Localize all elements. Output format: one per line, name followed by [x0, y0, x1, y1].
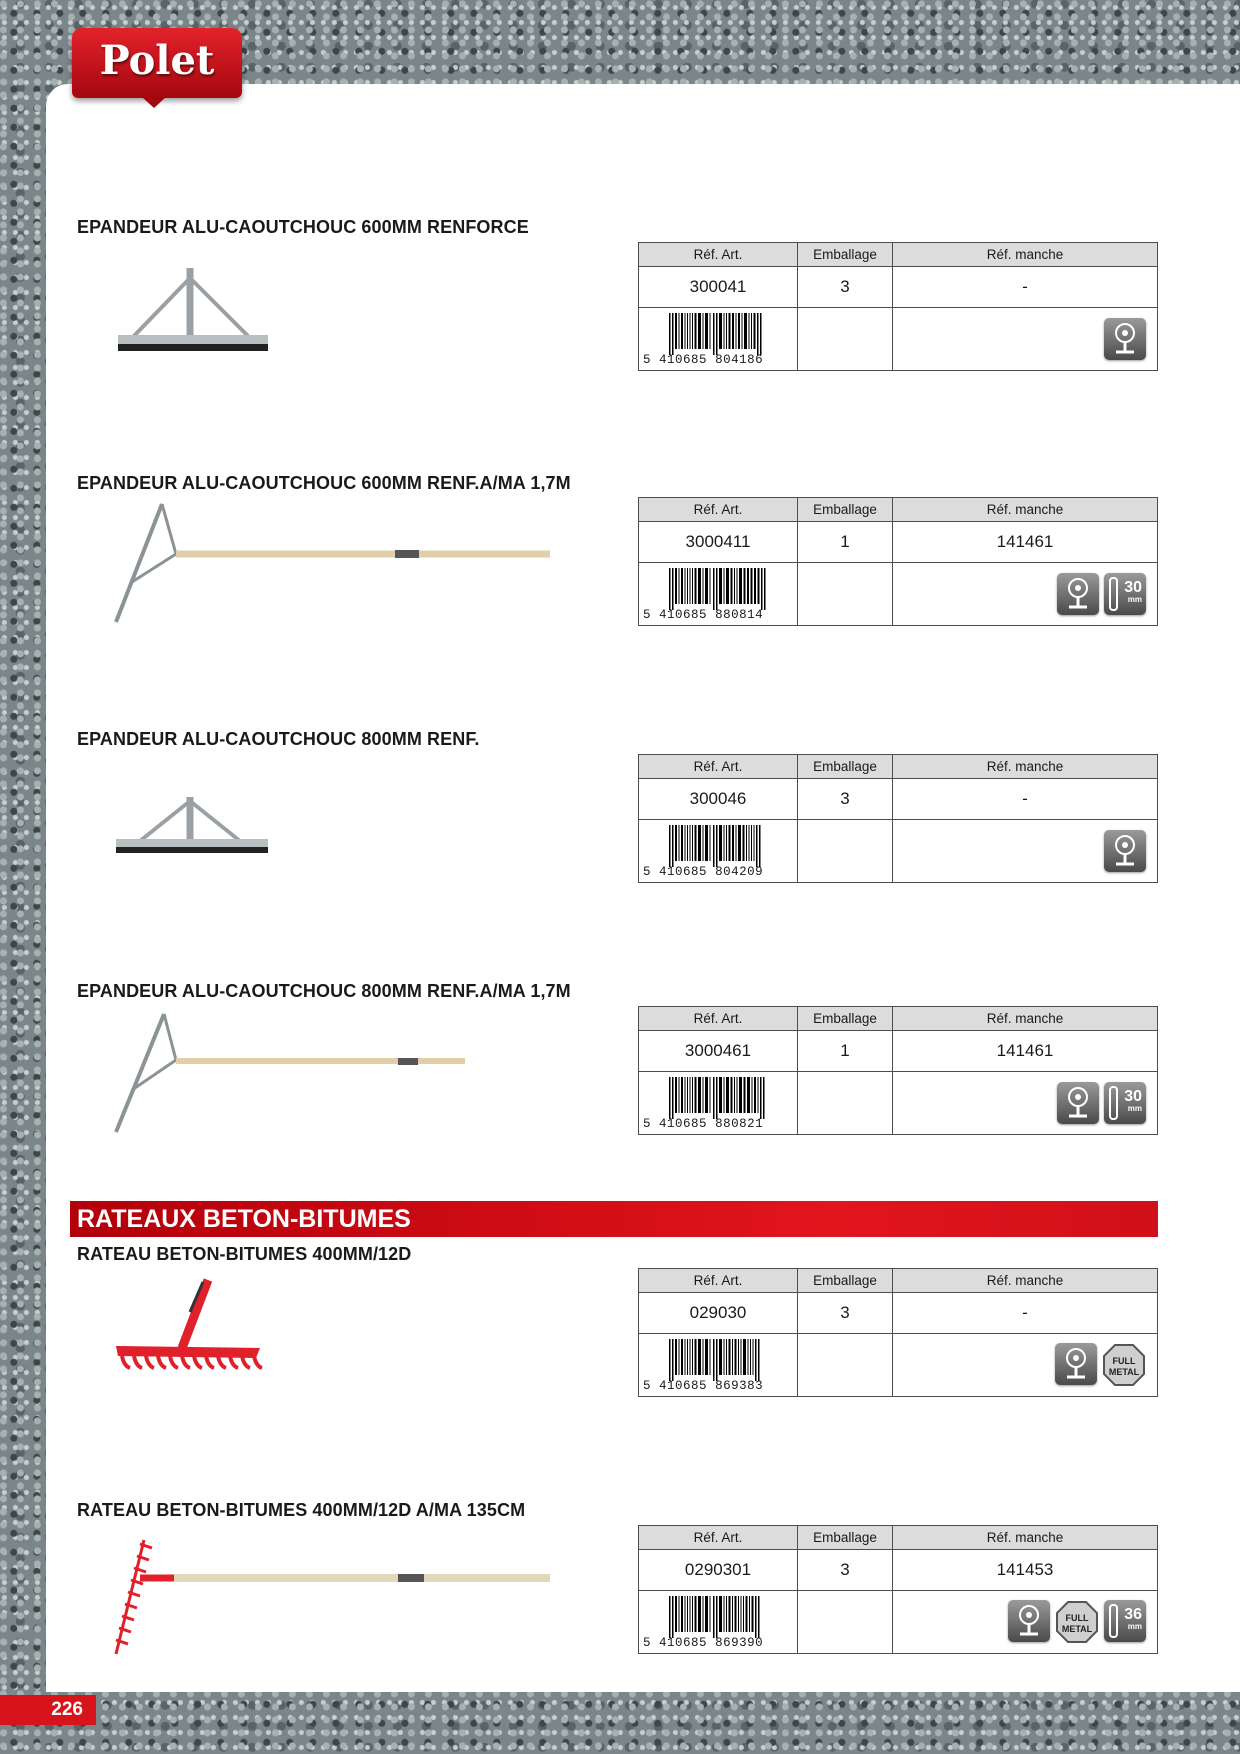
ref-manche-header: Réf. manche: [893, 755, 1158, 779]
squeegee-image: [110, 765, 560, 895]
ref-manche-value: 141453: [893, 1550, 1158, 1591]
product-spec-table: [638, 754, 1158, 883]
ref-manche-value: -: [893, 267, 1158, 308]
ref-manche-header: Réf. manche: [893, 243, 1158, 267]
product-title: RATEAU BETON-BITUMES 400MM/12D: [77, 1244, 412, 1264]
handle-diameter-value: 30: [1124, 579, 1142, 596]
spare-part-icon: [1057, 1082, 1099, 1124]
barcode-right-digits: 880821: [715, 1117, 764, 1131]
barcode-prefix: 5: [643, 353, 652, 367]
product-spec-table: [638, 1006, 1158, 1135]
barcode-left-digits: 410685: [659, 1636, 708, 1650]
emballage-header: Emballage: [798, 243, 893, 267]
barcode-prefix: 5: [643, 1117, 652, 1131]
rake-with-handle-image: [110, 1534, 560, 1664]
product-title: EPANDEUR ALU-CAOUTCHOUC 600MM RENF.A/MA 1,7M: [77, 473, 571, 493]
barcode: [643, 311, 793, 367]
barcode-prefix: 5: [643, 1379, 652, 1393]
ref-art-value: 3000461: [639, 1031, 798, 1072]
ref-art-value: 0290301: [639, 1550, 798, 1591]
full-metal-line2: METAL: [1061, 1624, 1093, 1634]
product-spec-table: [638, 1525, 1158, 1654]
product-title: EPANDEUR ALU-CAOUTCHOUC 800MM RENF.: [77, 729, 480, 749]
ref-manche-header: Réf. manche: [893, 498, 1158, 522]
barcode-prefix: 5: [643, 865, 652, 879]
barcode: [643, 566, 793, 622]
full-metal-line2: METAL: [1108, 1367, 1140, 1377]
barcode-right-digits: 804209: [715, 865, 764, 879]
ref-art-value: 300046: [639, 779, 798, 820]
barcode-prefix: 5: [643, 608, 652, 622]
emballage-header: Emballage: [798, 1526, 893, 1550]
handle-diameter-icon: [1104, 1082, 1146, 1124]
barcode-left-digits: 410685: [659, 1379, 708, 1393]
handle-diameter-unit: mm: [1127, 1104, 1142, 1113]
emballage-value: 3: [798, 1550, 893, 1591]
squeegee-with-handle-image: [110, 498, 560, 628]
spare-part-icon: [1057, 573, 1099, 615]
section-banner: RATEAUX BETON-BITUMES: [70, 1201, 1158, 1237]
barcode-right-digits: 880814: [715, 608, 764, 622]
handle-diameter-icon: [1104, 1600, 1146, 1642]
emballage-value: 3: [798, 779, 893, 820]
spare-part-icon: [1008, 1600, 1050, 1642]
handle-diameter-unit: mm: [1127, 595, 1142, 604]
emballage-value: 1: [798, 1031, 893, 1072]
handle-diameter-value: 30: [1124, 1088, 1142, 1105]
squeegee-with-handle-image: [110, 1008, 560, 1138]
ref-manche-header: Réf. manche: [893, 1007, 1158, 1031]
handle-diameter-icon: [1104, 573, 1146, 615]
product-spec-table: [638, 497, 1158, 626]
barcode-right-digits: 804186: [715, 353, 764, 367]
squeegee-image: [110, 250, 560, 380]
full-metal-icon: [1102, 1343, 1146, 1387]
ref-art-header: Réf. Art.: [639, 498, 798, 522]
emballage-value: 3: [798, 1293, 893, 1334]
polet-logo: Polet: [72, 28, 242, 98]
ref-art-value: 300041: [639, 267, 798, 308]
handle-diameter-value: 36: [1124, 1606, 1142, 1623]
full-metal-line1: FULL: [1112, 1356, 1136, 1366]
barcode-right-digits: 869390: [715, 1636, 764, 1650]
ref-art-header: Réf. Art.: [639, 243, 798, 267]
emballage-value: 1: [798, 522, 893, 563]
ref-manche-value: -: [893, 779, 1158, 820]
ref-manche-header: Réf. manche: [893, 1269, 1158, 1293]
barcode: [643, 1594, 793, 1650]
spare-part-icon: [1104, 318, 1146, 360]
barcode-left-digits: 410685: [659, 865, 708, 879]
barcode: [643, 1337, 793, 1393]
product-spec-table: [638, 242, 1158, 371]
full-metal-line1: FULL: [1065, 1613, 1089, 1623]
spare-part-icon: [1104, 830, 1146, 872]
ref-manche-value: 141461: [893, 522, 1158, 563]
spare-part-icon: [1055, 1343, 1097, 1385]
page-number: 226: [0, 1695, 96, 1725]
barcode-prefix: 5: [643, 1636, 652, 1650]
ref-manche-value: 141461: [893, 1031, 1158, 1072]
rake-image: [110, 1276, 560, 1406]
barcode-left-digits: 410685: [659, 353, 708, 367]
ref-manche-header: Réf. manche: [893, 1526, 1158, 1550]
emballage-header: Emballage: [798, 1269, 893, 1293]
handle-diameter-unit: mm: [1127, 1622, 1142, 1631]
emballage-header: Emballage: [798, 498, 893, 522]
product-title: EPANDEUR ALU-CAOUTCHOUC 600MM RENFORCE: [77, 217, 529, 237]
ref-art-header: Réf. Art.: [639, 1526, 798, 1550]
barcode: [643, 823, 793, 879]
barcode-right-digits: 869383: [715, 1379, 764, 1393]
ref-art-header: Réf. Art.: [639, 755, 798, 779]
product-title: RATEAU BETON-BITUMES 400MM/12D A/MA 135CM: [77, 1500, 526, 1520]
product-spec-table: [638, 1268, 1158, 1397]
emballage-value: 3: [798, 267, 893, 308]
ref-art-header: Réf. Art.: [639, 1269, 798, 1293]
product-title: EPANDEUR ALU-CAOUTCHOUC 800MM RENF.A/MA 1,7M: [77, 981, 571, 1001]
ref-art-value: 3000411: [639, 522, 798, 563]
ref-art-value: 029030: [639, 1293, 798, 1334]
ref-manche-value: -: [893, 1293, 1158, 1334]
ref-art-header: Réf. Art.: [639, 1007, 798, 1031]
emballage-header: Emballage: [798, 755, 893, 779]
barcode-left-digits: 410685: [659, 608, 708, 622]
barcode: [643, 1075, 793, 1131]
barcode-left-digits: 410685: [659, 1117, 708, 1131]
full-metal-icon: [1055, 1600, 1099, 1644]
emballage-header: Emballage: [798, 1007, 893, 1031]
